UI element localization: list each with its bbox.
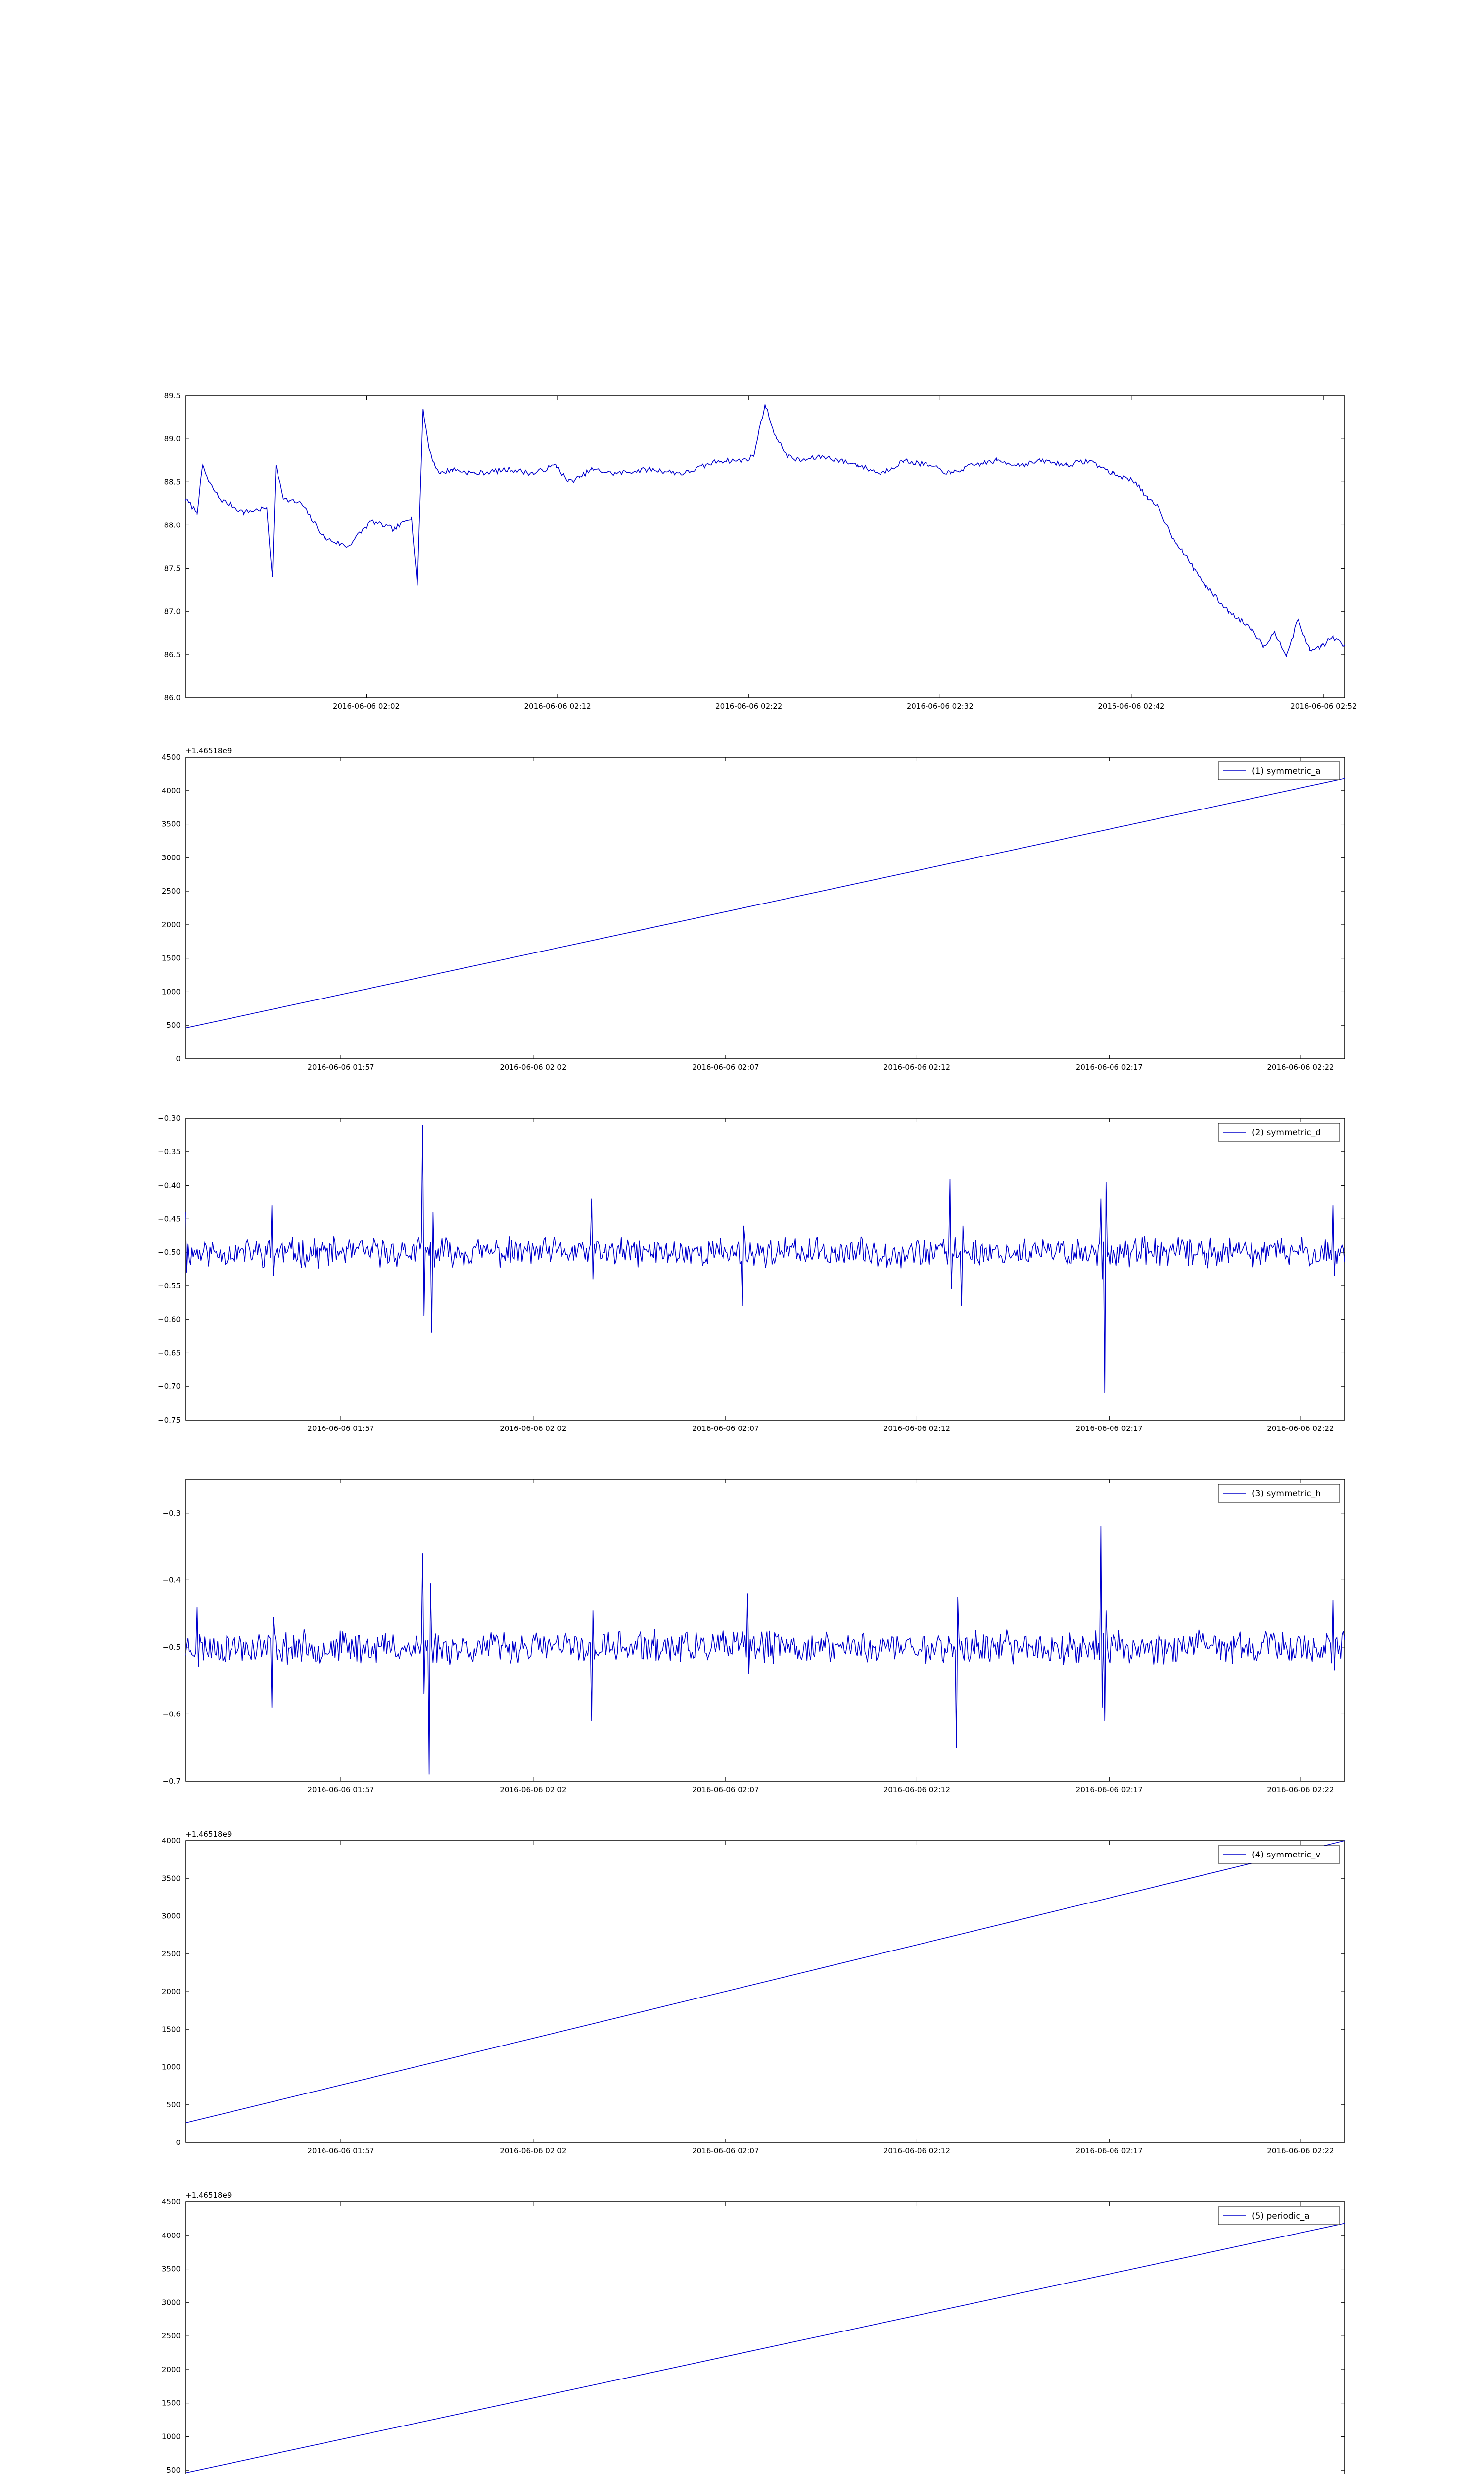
y-tick-label: −0.45 — [158, 1214, 181, 1224]
y-tick-label: 2500 — [161, 887, 181, 896]
y-tick-label: −0.55 — [158, 1281, 181, 1290]
x-tick-label: 2016-06-06 02:02 — [332, 702, 400, 711]
y-tick-label: 500 — [166, 1021, 181, 1030]
legend-label: (4) symmetric_v — [1252, 1850, 1321, 1860]
subplot-0 — [164, 391, 1357, 711]
series-line — [186, 1526, 1345, 1775]
x-tick-label: 2016-06-06 02:32 — [906, 702, 974, 711]
y-tick-label: 88.5 — [164, 477, 181, 487]
y-tick-label: −0.70 — [158, 1382, 181, 1391]
axes-frame — [186, 1479, 1345, 1781]
y-tick-label: 86.0 — [164, 693, 181, 702]
x-tick-label: 2016-06-06 02:17 — [1075, 1424, 1143, 1433]
y-tick-label: −0.75 — [158, 1416, 181, 1425]
subplot-1 — [162, 746, 1345, 1072]
y-tick-label: 4000 — [161, 1836, 181, 1845]
y-tick-label: 3500 — [161, 1874, 181, 1883]
y-tick-label: 4000 — [161, 786, 181, 795]
y-tick-label: −0.35 — [158, 1147, 181, 1156]
x-tick-label: 2016-06-06 02:07 — [692, 2146, 759, 2155]
y-tick-label: 87.5 — [164, 564, 181, 573]
y-tick-label: 88.0 — [164, 521, 181, 530]
x-tick-label: 2016-06-06 02:22 — [1267, 1424, 1334, 1433]
y-tick-label: −0.40 — [158, 1181, 181, 1190]
x-tick-label: 2016-06-06 02:22 — [1267, 1785, 1334, 1794]
y-tick-label: −0.65 — [158, 1348, 181, 1358]
x-tick-label: 2016-06-06 01:57 — [307, 2146, 374, 2155]
x-tick-label: 2016-06-06 01:57 — [307, 1785, 374, 1794]
x-tick-label: 2016-06-06 02:17 — [1075, 2146, 1143, 2155]
x-tick-label: 2016-06-06 02:22 — [1267, 1063, 1334, 1072]
y-tick-label: 1500 — [161, 953, 181, 963]
x-tick-label: 2016-06-06 02:22 — [715, 702, 783, 711]
x-tick-label: 2016-06-06 02:17 — [1075, 1063, 1143, 1072]
y-tick-label: 3000 — [161, 853, 181, 862]
x-tick-label: 2016-06-06 02:02 — [500, 1785, 567, 1794]
y-tick-label: 1000 — [161, 2432, 181, 2441]
y-tick-label: 0 — [176, 2138, 181, 2147]
x-tick-label: 2016-06-06 02:02 — [500, 1424, 567, 1433]
y-tick-label: 4500 — [161, 2197, 181, 2206]
y-tick-label: 3500 — [161, 819, 181, 829]
y-tick-label: 3000 — [161, 1911, 181, 1921]
y-tick-label: −0.4 — [162, 1575, 181, 1585]
axes-frame — [186, 1118, 1345, 1420]
y-tick-label: 0 — [176, 1054, 181, 1063]
x-tick-label: 2016-06-06 01:57 — [307, 1424, 374, 1433]
x-tick-label: 2016-06-06 01:57 — [307, 1063, 374, 1072]
y-tick-label: 2500 — [161, 2331, 181, 2341]
x-tick-label: 2016-06-06 02:07 — [692, 1424, 759, 1433]
legend-label: (2) symmetric_d — [1252, 1128, 1321, 1138]
offset-text: +1.46518e9 — [186, 2191, 232, 2200]
y-tick-label: −0.60 — [158, 1315, 181, 1324]
y-tick-label: −0.3 — [162, 1508, 181, 1518]
y-tick-label: 2000 — [161, 2365, 181, 2374]
axes-frame — [186, 757, 1345, 1059]
y-tick-label: 89.0 — [164, 434, 181, 444]
y-tick-label: 500 — [166, 2100, 181, 2109]
y-tick-label: 1500 — [161, 2398, 181, 2408]
x-tick-label: 2016-06-06 02:17 — [1075, 1785, 1143, 1794]
y-tick-label: 89.5 — [164, 391, 181, 400]
series-line — [186, 1125, 1345, 1393]
y-tick-label: 3000 — [161, 2298, 181, 2307]
y-tick-label: 2000 — [161, 920, 181, 929]
y-tick-label: 1500 — [161, 2025, 181, 2034]
y-tick-label: 4500 — [161, 753, 181, 761]
offset-text: +1.46518e9 — [186, 746, 232, 755]
legend-label: (3) symmetric_h — [1252, 1489, 1321, 1499]
y-tick-label: 87.0 — [164, 607, 181, 616]
y-tick-label: −0.50 — [158, 1248, 181, 1257]
legend-label: (1) symmetric_a — [1252, 766, 1321, 776]
x-tick-label: 2016-06-06 02:02 — [500, 1063, 567, 1072]
y-tick-label: −0.6 — [162, 1710, 181, 1719]
y-tick-label: −0.7 — [162, 1777, 181, 1786]
y-tick-label: 3500 — [161, 2264, 181, 2274]
x-tick-label: 2016-06-06 02:07 — [692, 1785, 759, 1794]
y-tick-label: 2500 — [161, 1949, 181, 1958]
y-tick-label: −0.30 — [158, 1114, 181, 1123]
subplot-2 — [158, 1114, 1345, 1433]
x-tick-label: 2016-06-06 02:12 — [883, 2146, 951, 2155]
y-tick-label: 1000 — [161, 2062, 181, 2072]
y-tick-label: 86.5 — [164, 650, 181, 659]
x-tick-label: 2016-06-06 02:07 — [692, 1063, 759, 1072]
axes-frame — [186, 396, 1345, 698]
x-tick-label: 2016-06-06 02:22 — [1267, 2146, 1334, 2155]
series-line — [186, 778, 1345, 1028]
subplot-3 — [163, 1479, 1345, 1794]
x-tick-label: 2016-06-06 02:12 — [883, 1785, 951, 1794]
legend-label: (5) periodic_a — [1252, 2211, 1310, 2221]
axes-frame — [186, 2202, 1345, 2474]
x-tick-label: 2016-06-06 02:42 — [1098, 702, 1165, 711]
x-tick-label: 2016-06-06 02:02 — [500, 2146, 567, 2155]
x-tick-label: 2016-06-06 02:12 — [883, 1063, 951, 1072]
y-tick-label: −0.5 — [162, 1642, 181, 1652]
x-tick-label: 2016-06-06 02:12 — [883, 1424, 951, 1433]
axes-frame — [186, 1841, 1345, 2142]
series-line — [186, 1841, 1345, 2123]
y-tick-label: 1000 — [161, 987, 181, 997]
subplot-5 — [162, 2191, 1345, 2474]
subplot-4 — [162, 1830, 1345, 2155]
x-tick-label: 2016-06-06 02:52 — [1290, 702, 1357, 711]
series-line — [186, 404, 1345, 657]
series-line — [186, 2223, 1345, 2473]
y-tick-label: 2000 — [161, 1987, 181, 1996]
y-tick-label: 500 — [166, 2466, 181, 2474]
offset-text: +1.46518e9 — [186, 1830, 232, 1839]
y-tick-label: 4000 — [161, 2231, 181, 2240]
x-tick-label: 2016-06-06 02:12 — [524, 702, 591, 711]
